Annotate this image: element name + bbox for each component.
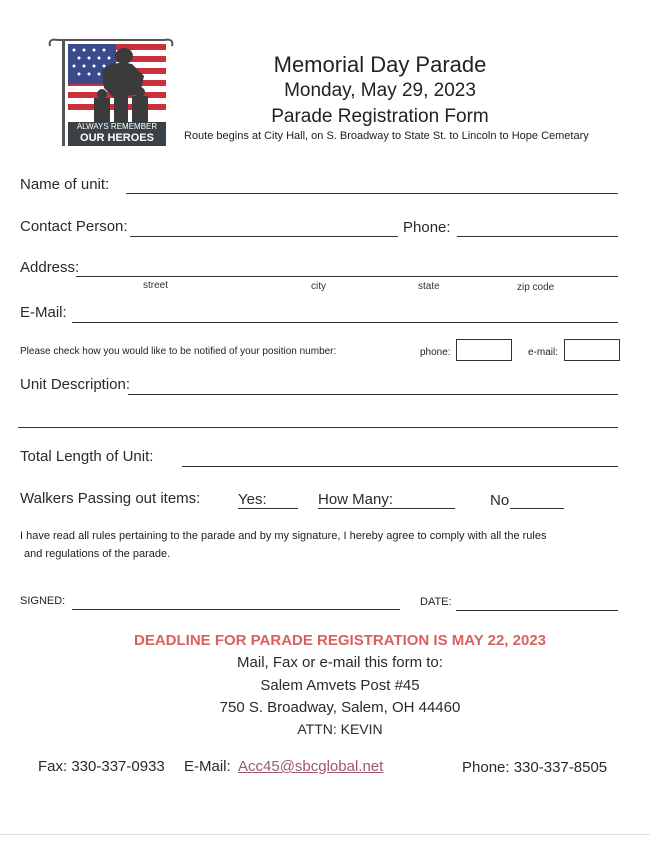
- route-text: Route begins at City Hall, on S. Broadway to State St. to Lincoln to Hope Cemetary: [184, 130, 589, 142]
- deadline-notice: DEADLINE FOR PARADE REGISTRATION IS MAY 22, 2023: [133, 632, 547, 649]
- address-zip-caption: zip code: [517, 282, 555, 293]
- walkers-no-label: No: [490, 492, 510, 509]
- walkers-how-many-label: How Many:: [318, 491, 394, 508]
- logo-text-line1: ALWAYS REMEMBER: [76, 122, 158, 131]
- unit-description-field-2[interactable]: [18, 427, 618, 428]
- attention-line: ATTN: KEVIN: [297, 721, 383, 737]
- walkers-how-many-field[interactable]: [318, 508, 455, 509]
- address-label: Address:: [20, 259, 80, 276]
- contact-person-field[interactable]: [130, 236, 398, 237]
- total-length-field[interactable]: [182, 466, 618, 467]
- address-field[interactable]: [76, 276, 618, 277]
- notify-email-checkbox[interactable]: [564, 339, 620, 361]
- org-name: Salem Amvets Post #45: [260, 677, 420, 694]
- address-city-caption: city: [311, 281, 326, 292]
- name-of-unit-label: Name of unit:: [20, 176, 110, 193]
- notify-instruction: Please check how you would like to be notified of your position number:: [20, 346, 337, 357]
- unit-description-field-1[interactable]: [128, 394, 618, 395]
- walkers-no-field[interactable]: [510, 508, 564, 509]
- phone-field[interactable]: [457, 236, 618, 237]
- mail-instructions: Mail, Fax or e-mail this form to:: [237, 654, 443, 671]
- email-contact-label: E-Mail:: [184, 758, 231, 775]
- org-address: 750 S. Broadway, Salem, OH 44460: [219, 699, 461, 716]
- walkers-yes-label: Yes:: [238, 491, 267, 508]
- address-street-caption: street: [143, 280, 169, 291]
- page-title: Memorial Day Parade: [273, 52, 487, 77]
- total-length-label: Total Length of Unit:: [20, 448, 154, 465]
- date-field[interactable]: [456, 610, 618, 611]
- notify-phone-checkbox[interactable]: [456, 339, 512, 361]
- walkers-label: Walkers Passing out items:: [20, 490, 201, 507]
- flag-logo: [44, 36, 174, 148]
- signed-label: SIGNED:: [20, 595, 66, 607]
- date-label: DATE:: [420, 596, 452, 608]
- notify-email-label: e-mail:: [528, 347, 559, 358]
- agreement-line-1: I have read all rules pertaining to the parade and by my signature, I hereby agree to comply with all the rules: [20, 530, 547, 542]
- address-state-caption: state: [418, 281, 440, 292]
- notify-phone-label: phone:: [420, 347, 451, 358]
- email-field[interactable]: [72, 322, 618, 323]
- signature-field[interactable]: [72, 609, 400, 610]
- logo-text-line2: OUR HEROES: [80, 132, 154, 144]
- phone-contact: Phone: 330-337-8505: [462, 759, 608, 776]
- form-title: Parade Registration Form: [271, 106, 489, 127]
- email-contact-link[interactable]: Acc45@sbcglobal.net: [238, 758, 384, 775]
- walkers-yes-field[interactable]: [238, 508, 298, 509]
- page-bottom-edge: [0, 834, 650, 835]
- email-label: E-Mail:: [20, 304, 67, 321]
- phone-label: Phone:: [403, 219, 451, 236]
- parade-date: Monday, May 29, 2023: [284, 80, 476, 101]
- name-of-unit-field[interactable]: [126, 193, 618, 194]
- unit-description-label: Unit Description:: [20, 376, 131, 393]
- agreement-line-2: and regulations of the parade.: [24, 548, 171, 560]
- fax-number: Fax: 330-337-0933: [38, 758, 165, 775]
- contact-person-label: Contact Person:: [20, 218, 128, 235]
